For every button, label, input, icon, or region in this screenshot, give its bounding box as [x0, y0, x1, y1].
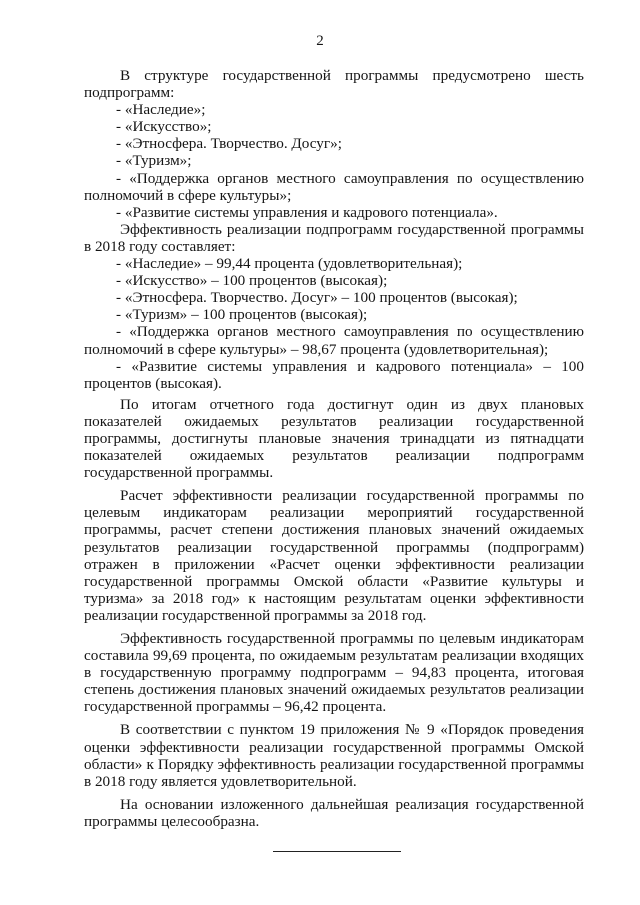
paragraph-conclusion: На основании изложенного дальнейшая реализация государственной программы целесообразна.	[84, 795, 584, 830]
paragraph-subprograms-intro: В структуре государственной программы предусмотрено шесть подпрограмм:	[84, 67, 584, 102]
list-item-subprogram-local-support: - «Поддержка органов местного самоуправления по осуществлению полномочий в сфере культуры»;	[84, 169, 584, 204]
list-item-subprogram-heritage: - «Наследие»;	[116, 101, 206, 119]
paragraph-results: По итогам отчетного года достигнут один из двух плановых показателей ожидаемых результатов реализации государственной программы, достигнуты плановые значения тринадцати из пятнадцати показателей ожидаемых результатов реализации подпрограмм государственной программы.	[84, 395, 584, 482]
list-item-subprogram-tourism: - «Туризм»;	[116, 152, 192, 170]
list-item-efficiency-art: - «Искусство» – 100 процентов (высокая);	[116, 272, 388, 290]
paragraph-program-efficiency: Эффективность государственной программы по целевым индикаторам составила 99,69 процента, по ожидаемым результатам реализации входящих в государственную программу подпрограмм – 94,83 процента, итоговая степень достижения плановых значений ожидаемых результатов реализации государственной программы – 96,42 процента.	[84, 630, 584, 716]
paragraph-calculation: Расчет эффективности реализации государственной программы по целевым индикаторам реализации мероприятий государственной программы, расчет степени достижения плановых значений ожидаемых результатов реализации государственной программы (подпрограмм) отражен в приложении «Расчет оценки эффективности реализации государственной программы Омской области «Развитие культуры и туризма» за 2018 год» к настоящим результатам оценки эффективности реализации государственной программы за 2018 год.	[84, 487, 584, 624]
list-item-efficiency-local-support: - «Поддержка органов местного самоуправления по осуществлению полномочий в сфере культуры» – 98,67 процента (удовлетворительная);	[84, 323, 584, 358]
document-body	[84, 67, 584, 830]
list-item-efficiency-heritage: - «Наследие» – 99,44 процента (удовлетворительная);	[116, 255, 463, 273]
list-item-efficiency-tourism: - «Туризм» – 100 процентов (высокая);	[116, 306, 368, 324]
list-item-efficiency-ethnosphere: - «Этносфера. Творчество. Досуг» – 100 процентов (высокая);	[116, 289, 518, 307]
list-item-subprogram-ethnosphere: - «Этносфера. Творчество. Досуг»;	[116, 135, 342, 153]
list-item-efficiency-management: - «Развитие системы управления и кадрового потенциала» – 100 процентов (высокая).	[84, 357, 584, 392]
paragraph-efficiency-intro: Эффективность реализации подпрограмм государственной программы в 2018 году составляет:	[84, 220, 584, 255]
list-item-subprogram-art: - «Искусство»;	[116, 118, 212, 136]
end-divider-line	[273, 851, 401, 852]
paragraph-accordance: В соответствии с пунктом 19 приложения № 9 «Порядок проведения оценки эффективности реализации государственной программы Омской области» к Порядку эффективность реализации государственной программы в 2018 году является удовлетворительной.	[84, 721, 584, 790]
page-number: 2	[316, 33, 324, 49]
list-item-subprogram-management: - «Развитие системы управления и кадрового потенциала».	[116, 203, 498, 221]
